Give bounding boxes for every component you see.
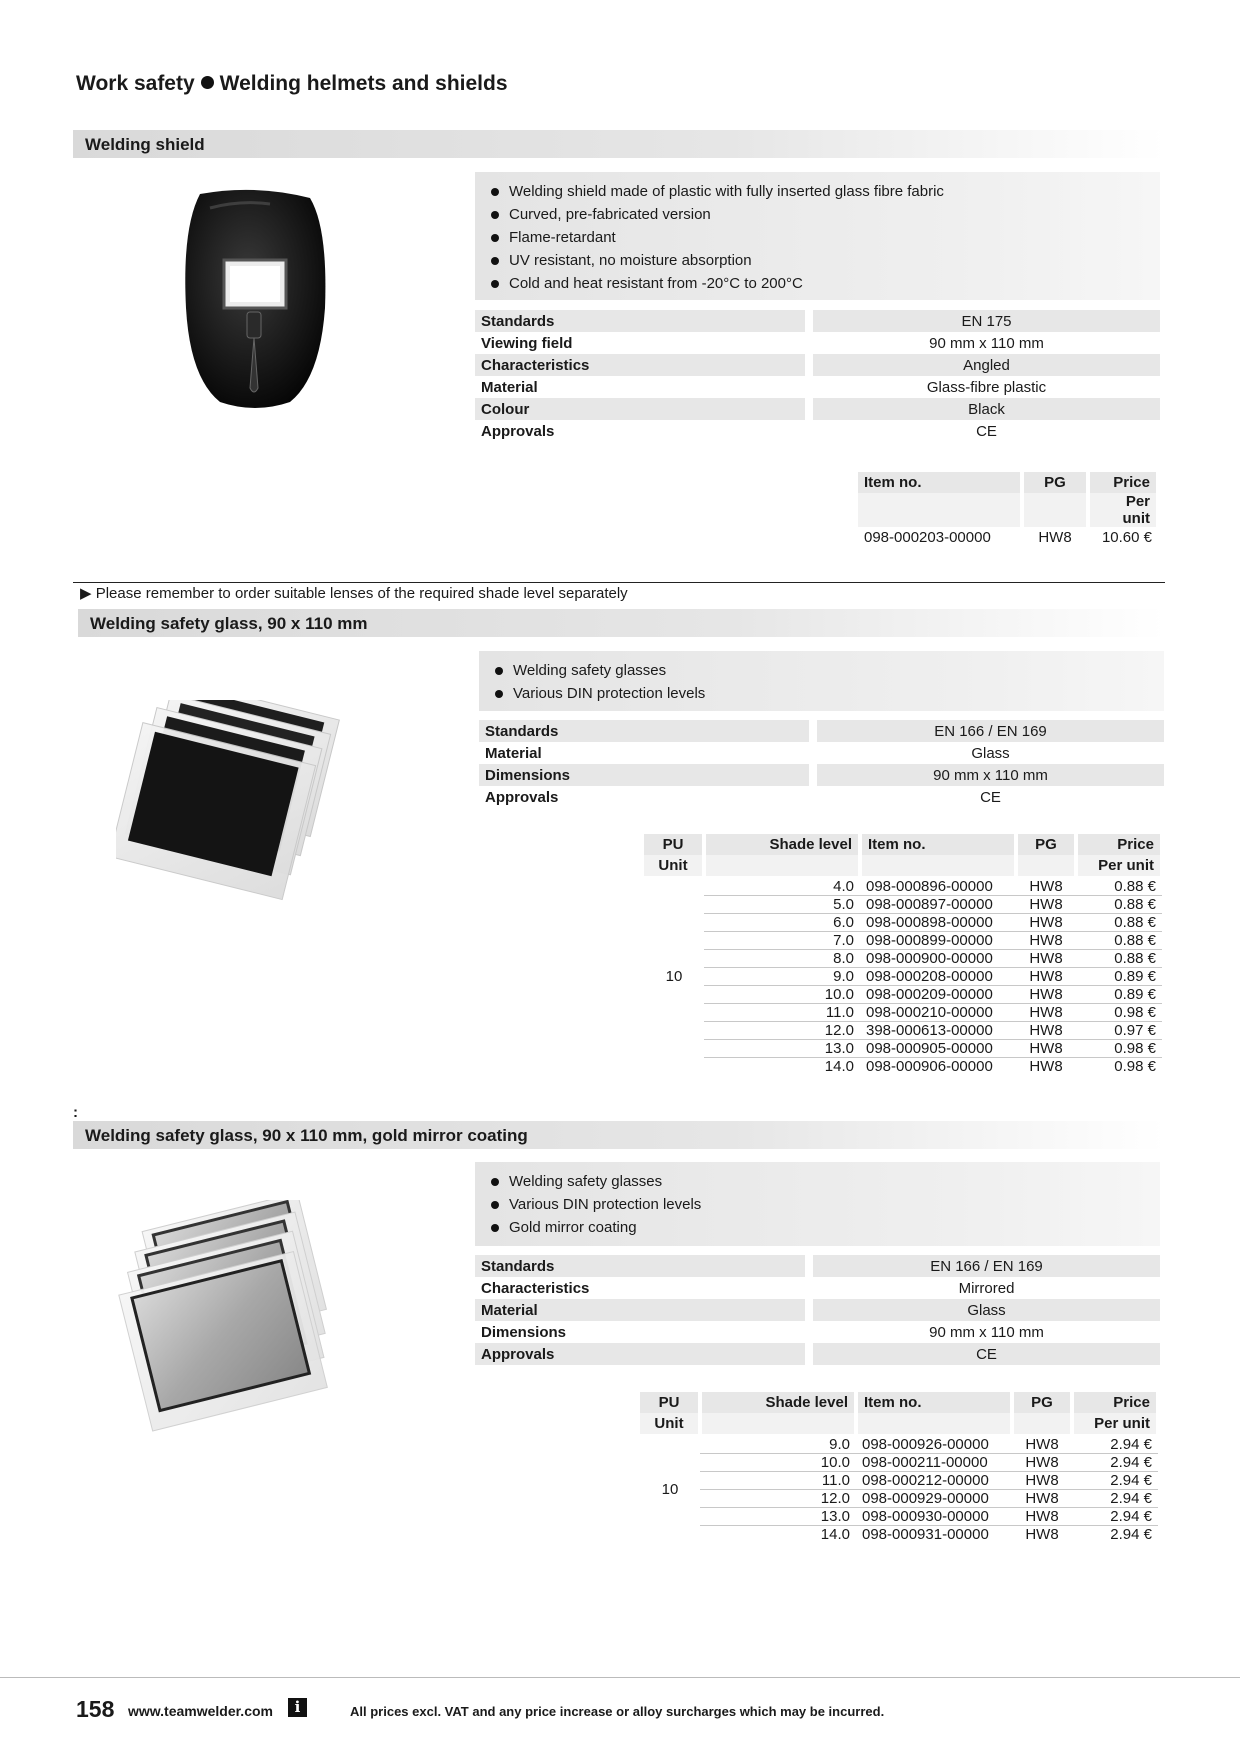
feature-item: Various DIN protection levels: [489, 1193, 1160, 1216]
col-item-no: Item no.: [856, 1392, 1012, 1413]
spec-row: [475, 332, 1160, 354]
spec-row: [475, 1321, 1160, 1343]
spec-value: CE: [976, 422, 997, 440]
spec-key: Material: [475, 1299, 805, 1321]
spec-table: [475, 310, 1160, 442]
table-row: 10.0 098-000209-00000 HW8 0.89 €: [644, 986, 1162, 1004]
spec-row: [475, 1343, 1160, 1365]
col-pu: PU: [644, 834, 704, 855]
col-per-unit: Per unit: [1076, 855, 1162, 877]
table-row: 6.0 098-000898-00000 HW8 0.88 €: [644, 914, 1162, 932]
col-pg: PG: [1022, 472, 1088, 493]
spec-row: [475, 1277, 1160, 1299]
col-unit: Unit: [640, 1413, 700, 1435]
spec-key: Standards: [475, 1255, 805, 1277]
spec-row: [475, 1255, 1160, 1277]
pu-value: 10: [665, 968, 683, 985]
feature-item: Flame-retardant: [489, 226, 1160, 249]
spec-value: CE: [813, 1343, 1160, 1365]
triangle-right-icon: ▶: [80, 585, 92, 602]
page-title: Work safety Welding helmets and shields: [76, 72, 508, 95]
separator-line: [73, 582, 1165, 583]
spec-value: 90 mm x 110 mm: [929, 334, 1044, 352]
table-row: 14.0 098-000931-00000 HW8 2.94 €: [640, 1526, 1158, 1544]
spec-value: Black: [813, 398, 1160, 420]
spec-key: Standards: [479, 720, 809, 742]
feature-item: UV resistant, no moisture absorption: [489, 249, 1160, 272]
gold-mirror-glass-image: [110, 1200, 374, 1436]
table-row: 098-000203-00000 HW8 10.60 €: [858, 528, 1158, 546]
info-icon: i: [288, 1698, 307, 1717]
order-note: ▶ Please remember to order suitable lenses of the required shade level separately: [80, 585, 628, 602]
col-pg: PG: [1012, 1392, 1072, 1413]
spec-key: Dimensions: [479, 764, 809, 786]
spec-value: 90 mm x 110 mm: [817, 764, 1164, 786]
col-unit: Unit: [644, 855, 704, 877]
spec-key: Characteristics: [481, 1279, 590, 1297]
table-row: 13.0 098-000930-00000 HW8 2.94 €: [640, 1508, 1158, 1526]
spec-row: [475, 420, 1160, 442]
spec-key: Material: [485, 744, 542, 762]
col-price: Price: [1088, 472, 1158, 493]
price-table: [640, 1392, 1160, 1543]
page-number: 158: [76, 1696, 115, 1722]
col-per-unit: Per unit: [1072, 1413, 1158, 1435]
col-price: Price: [1076, 834, 1162, 855]
section-header-safety-glass: Welding safety glass, 90 x 110 mm: [78, 609, 1165, 637]
spec-row: [475, 310, 1160, 332]
spec-value: Glass: [971, 744, 1010, 762]
spec-table: [479, 720, 1164, 808]
feature-item: Gold mirror coating: [489, 1216, 1160, 1239]
website-link[interactable]: www.teamwelder.com: [128, 1703, 273, 1719]
spec-row: [475, 1299, 1160, 1321]
col-pg: PG: [1016, 834, 1076, 855]
pu-value: 10: [661, 1481, 679, 1498]
price-disclaimer: All prices excl. VAT and any price increase or alloy surcharges which may be incurred.: [350, 1704, 885, 1719]
table-row: 10 4.0 098-000896-00000 HW8 0.88 €: [644, 877, 1162, 896]
spec-row: [479, 742, 1164, 764]
spec-key: Material: [481, 378, 538, 396]
spec-key: Approvals: [481, 422, 555, 440]
feature-list-box: [475, 1162, 1160, 1246]
table-row: 11.0 098-000212-00000 HW8 2.94 €: [640, 1472, 1158, 1490]
feature-item: Welding safety glasses: [493, 659, 1164, 682]
table-row: 10.0 098-000211-00000 HW8 2.94 €: [640, 1454, 1158, 1472]
table-row: 14.0 098-000906-00000 HW8 0.98 €: [644, 1058, 1162, 1076]
table-row: 9.0 098-000208-00000 HW8 0.89 €: [644, 968, 1162, 986]
bullet-dot: [201, 76, 214, 89]
spec-row: [475, 398, 1160, 420]
spec-value: Angled: [813, 354, 1160, 376]
col-per-unit: Per unit: [1088, 493, 1158, 528]
feature-item: Curved, pre-fabricated version: [489, 203, 1160, 226]
col-price: Price: [1072, 1392, 1158, 1413]
table-row: 7.0 098-000899-00000 HW8 0.88 €: [644, 932, 1162, 950]
feature-list-box: [475, 172, 1160, 300]
col-pu: PU: [640, 1392, 700, 1413]
feature-list: [479, 659, 1164, 705]
feature-item: Welding shield made of plastic with fully inserted glass fibre fabric: [489, 180, 1160, 203]
spec-key: Characteristics: [475, 354, 805, 376]
section-header-welding-shield: Welding shield: [73, 130, 1165, 158]
price-table: [858, 472, 1160, 546]
spec-key: Viewing field: [481, 334, 573, 352]
table-row: 13.0 098-000905-00000 HW8 0.98 €: [644, 1040, 1162, 1058]
feature-item: Welding safety glasses: [489, 1170, 1160, 1193]
feature-list-box: [479, 651, 1164, 711]
spec-value: EN 166 / EN 169: [817, 720, 1164, 742]
spec-value: Glass: [813, 1299, 1160, 1321]
spec-value: EN 166 / EN 169: [813, 1255, 1160, 1277]
col-item-no: Item no.: [860, 834, 1016, 855]
price-table: [644, 834, 1164, 1075]
spec-key: Standards: [475, 310, 805, 332]
spec-row: [479, 764, 1164, 786]
spec-key: Approvals: [475, 1343, 805, 1365]
col-shade-level: Shade level: [700, 1392, 856, 1413]
safety-glass-image: [116, 700, 378, 910]
section-header-gold-mirror-glass: Welding safety glass, 90 x 110 mm, gold mirror coating: [73, 1121, 1165, 1149]
spec-value: Mirrored: [958, 1279, 1015, 1297]
col-shade-level: Shade level: [704, 834, 860, 855]
spec-row: [475, 354, 1160, 376]
table-row: 10 9.0 098-000926-00000 HW8 2.94 €: [640, 1435, 1158, 1454]
spec-key: Approvals: [485, 788, 559, 806]
spec-row: [479, 786, 1164, 808]
stray-colon: :: [73, 1104, 78, 1121]
feature-list: [475, 1170, 1160, 1239]
table-row: 8.0 098-000900-00000 HW8 0.88 €: [644, 950, 1162, 968]
table-row: 12.0 398-000613-00000 HW8 0.97 €: [644, 1022, 1162, 1040]
welding-shield-image: [180, 188, 330, 412]
spec-table: [475, 1255, 1160, 1365]
spec-value: EN 175: [813, 310, 1160, 332]
footer-divider: [0, 1677, 1240, 1678]
spec-row: [475, 376, 1160, 398]
spec-key: Colour: [475, 398, 805, 420]
table-row: 12.0 098-000929-00000 HW8 2.94 €: [640, 1490, 1158, 1508]
spec-value: 90 mm x 110 mm: [929, 1323, 1044, 1341]
spec-value: CE: [980, 788, 1001, 806]
spec-row: [479, 720, 1164, 742]
feature-item: Various DIN protection levels: [493, 682, 1164, 705]
spec-value: Glass-fibre plastic: [926, 378, 1047, 396]
feature-list: [475, 180, 1160, 295]
feature-item: Cold and heat resistant from -20°C to 200°C: [489, 272, 1160, 295]
table-row: 5.0 098-000897-00000 HW8 0.88 €: [644, 896, 1162, 914]
spec-key: Dimensions: [481, 1323, 567, 1341]
col-item-no: Item no.: [858, 472, 1022, 493]
table-row: 11.0 098-000210-00000 HW8 0.98 €: [644, 1004, 1162, 1022]
